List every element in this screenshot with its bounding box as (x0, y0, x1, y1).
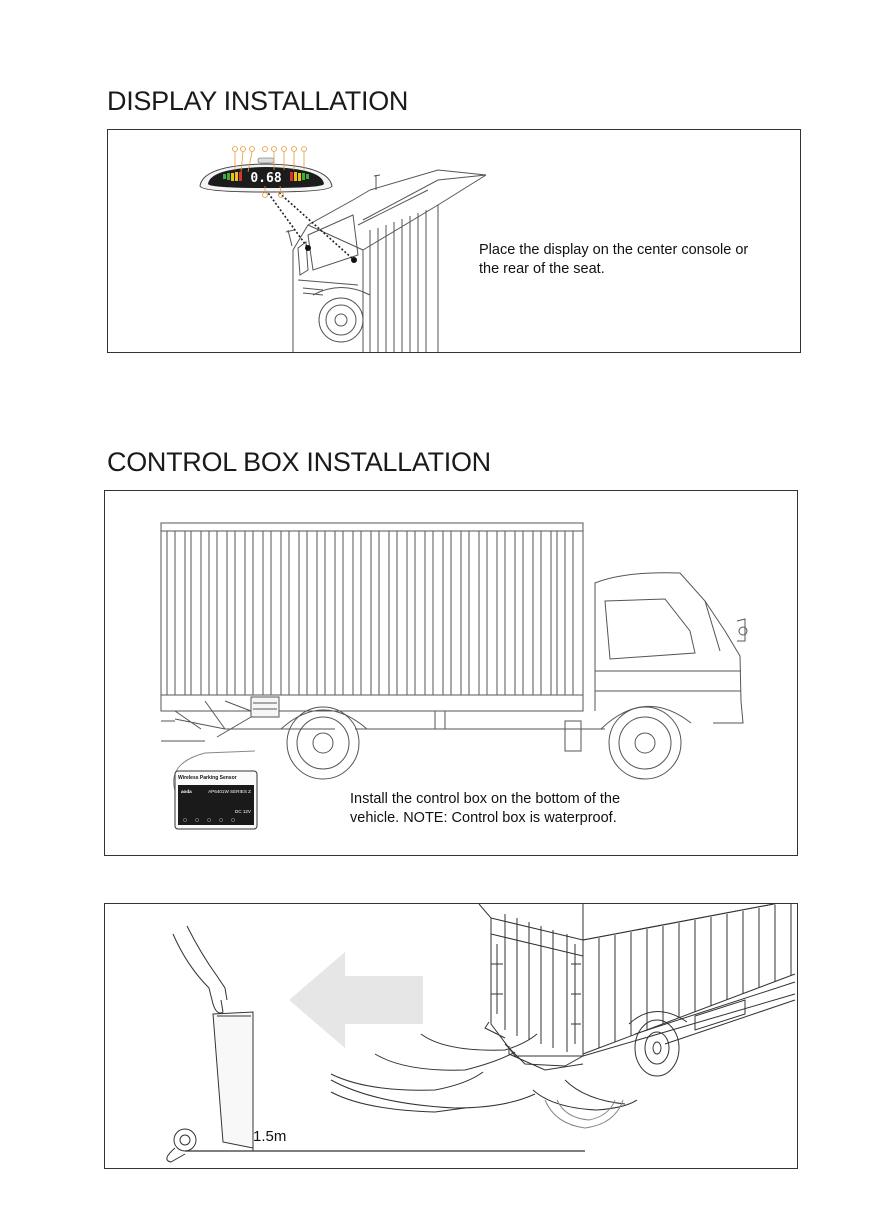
control-box-caption-line1: Install the control box on the bottom of the (350, 791, 621, 807)
arrow-left-icon (289, 952, 423, 1048)
box-model: AP6401W SERIES Z (208, 789, 251, 794)
detection-test-panel (104, 903, 798, 1169)
detection-test-illustration (105, 904, 798, 1169)
box-voltage: DC 12V (234, 809, 251, 814)
display-caption-line2: the rear of the seat. (479, 261, 605, 277)
tape-measure-icon (167, 1129, 196, 1162)
display-installation-panel (107, 129, 801, 353)
control-box-caption (350, 790, 620, 828)
display-section-title: DISPLAY INSTALLATION (107, 86, 409, 116)
box-label-top: Wireless Parking Sensor (178, 775, 237, 781)
control-box-section-title: CONTROL BOX INSTALLATION (107, 447, 491, 477)
control-box-caption-line2: vehicle. NOTE: Control box is waterproof. (350, 810, 617, 826)
distance-label: 1.5m (253, 1128, 287, 1145)
display-reading: 0.68 (250, 171, 282, 186)
display-caption (479, 241, 748, 279)
display-caption-line1: Place the display on the center console or (479, 242, 749, 258)
box-brand: aoda (181, 789, 192, 794)
control-box-installation-panel (104, 490, 798, 856)
